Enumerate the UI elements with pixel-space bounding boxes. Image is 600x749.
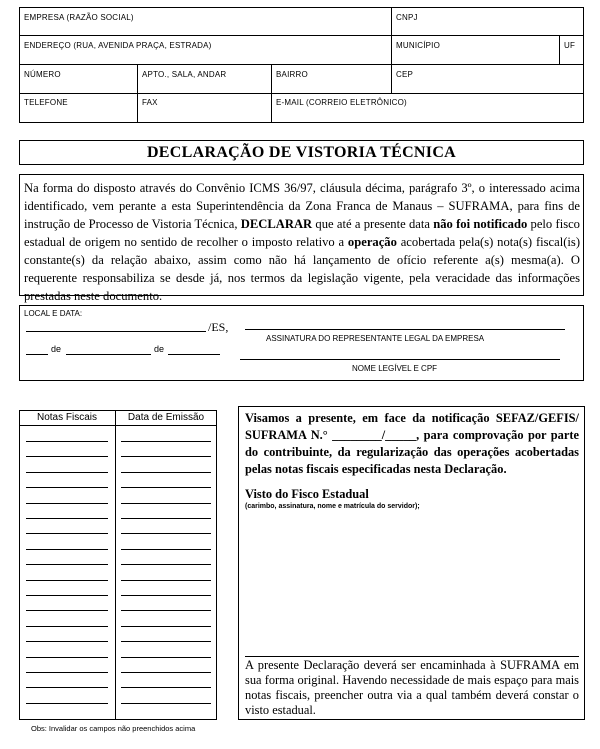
table-header-line [19,425,217,426]
table-row-line [121,472,211,473]
grid-row-line [19,93,584,94]
grid-col-line [137,64,138,123]
bairro-label: BAIRRO [276,70,308,79]
numero-label: NÚMERO [24,70,61,79]
grid-col-line [391,7,392,94]
table-row-line [26,503,108,504]
table-row-line [121,687,211,688]
table-row-line [26,687,108,688]
table-row-line [121,487,211,488]
endereco-label: ENDEREÇO (RUA, AVENIDA PRAÇA, ESTRADA) [24,41,212,50]
table-row-line [121,672,211,673]
month-line [66,354,151,355]
year-line [168,354,220,355]
local-data-label: LOCAL E DATA: [24,309,83,318]
table-row-line [121,456,211,457]
signature-box [19,305,584,381]
de-label-1: de [51,344,62,354]
visto-footer: A presente Declaração deverá ser encaminhada à SUFRAMA em sua forma original. Havendo necessidade de mais espaço para mais notas fiscais, preencher outra via a qual também deverá constar o visto estadual. [245,658,579,717]
apto-label: APTO., SALA, ANDAR [142,70,227,79]
uf-label: UF [564,41,576,50]
title-box [19,140,584,165]
name-line [240,359,560,360]
col-notas-fiscais: Notas Fiscais [36,412,97,423]
document-title: DECLARAÇÃO DE VISTORIA TÉCNICA [146,144,457,161]
local-line [26,331,206,332]
table-row-line [26,533,108,534]
table-row-line [121,657,211,658]
municipio-label: MUNICÍPIO [396,41,441,50]
email-label: E-MAIL (CORREIO ELETRÔNICO) [276,98,407,107]
table-row-line [121,441,211,442]
table-row-line [26,610,108,611]
cnpj-label: CNPJ [396,13,418,22]
cep-label: CEP [396,70,414,79]
es-label: /ES, [208,320,229,334]
grid-row-line [19,64,584,65]
grid-col-line [271,64,272,123]
de-label-2: de [154,344,165,354]
day-line [26,354,48,355]
table-row-line [26,518,108,519]
table-row-line [26,672,108,673]
obs-note: Obs: Invalidar os campos não preenchidos acima [31,724,196,733]
table-row-line [26,564,108,565]
declaration-text: Na forma do disposto através do Convênio ICMS 36/97, cláusula décima, parágrafo 3º, o interessado acima identificado, vem perante a esta Superintendência da Zona Franca de Manaus – SUFRAMA, para fins de instrução de Processo de Vistoria Técnica, DECLARAR que até a presente data não foi notificado pelo fisco estadual de origem no sentido de recolher o imposto relativo a operação acobertada pela(s) nota(s) fiscal(is) constante(s) da relação abaixo, assim como não há lançamento de ofício referente a(s) mesma(a). O requerente responsabiliza se desde já, nos termos da legislação vigente, pela veracidade das informações prestadas neste documento. [24,181,581,303]
grid-row-line [19,35,584,36]
table-row-line [121,564,211,565]
table-row-line [26,549,108,550]
table-row-line [121,549,211,550]
table-row-line [26,641,108,642]
grid-col-line [559,35,560,64]
table-row-line [26,456,108,457]
fax-label: FAX [142,98,158,107]
table-row-line [121,610,211,611]
table-row-line [26,595,108,596]
table-row-line [121,518,211,519]
table-row-line [121,580,211,581]
telefone-label: TELEFONE [24,98,68,107]
empresa-label: EMPRESA (RAZÃO SOCIAL) [24,13,134,22]
table-row-line [26,657,108,658]
table-row-line [26,472,108,473]
table-row-line [121,641,211,642]
assinatura-label: ASSINATURA DO REPRESENTANTE LEGAL DA EMPRESA [266,334,485,343]
table-row-line [121,703,211,704]
table-row-line [121,533,211,534]
table-row-line [26,487,108,488]
table-row-line [121,503,211,504]
table-row-line [26,580,108,581]
signature-line [245,329,565,330]
table-row-line [26,703,108,704]
visto-text: Visamos a presente, em face da notificação SEFAZ/GEFIS/ SUFRAMA N.° ________/_____, para comprovação por parte do contribuinte, da regularização das operações acobertadas pelas notas fiscais especificadas nesta Declaração. [245,411,579,476]
table-row-line [26,626,108,627]
table-row-line [121,626,211,627]
col-data-emissao: Data de Emissão [127,412,205,423]
table-row-line [121,595,211,596]
table-divider [115,410,116,720]
nome-label: NOME LEGÍVEL E CPF [352,364,438,373]
visto-subtitle: (carimbo, assinatura, nome e matrícula do servidor); [245,503,420,510]
visto-footer-line [245,656,579,657]
table-row-line [26,441,108,442]
visto-heading: Visto do Fisco Estadual [245,487,369,501]
